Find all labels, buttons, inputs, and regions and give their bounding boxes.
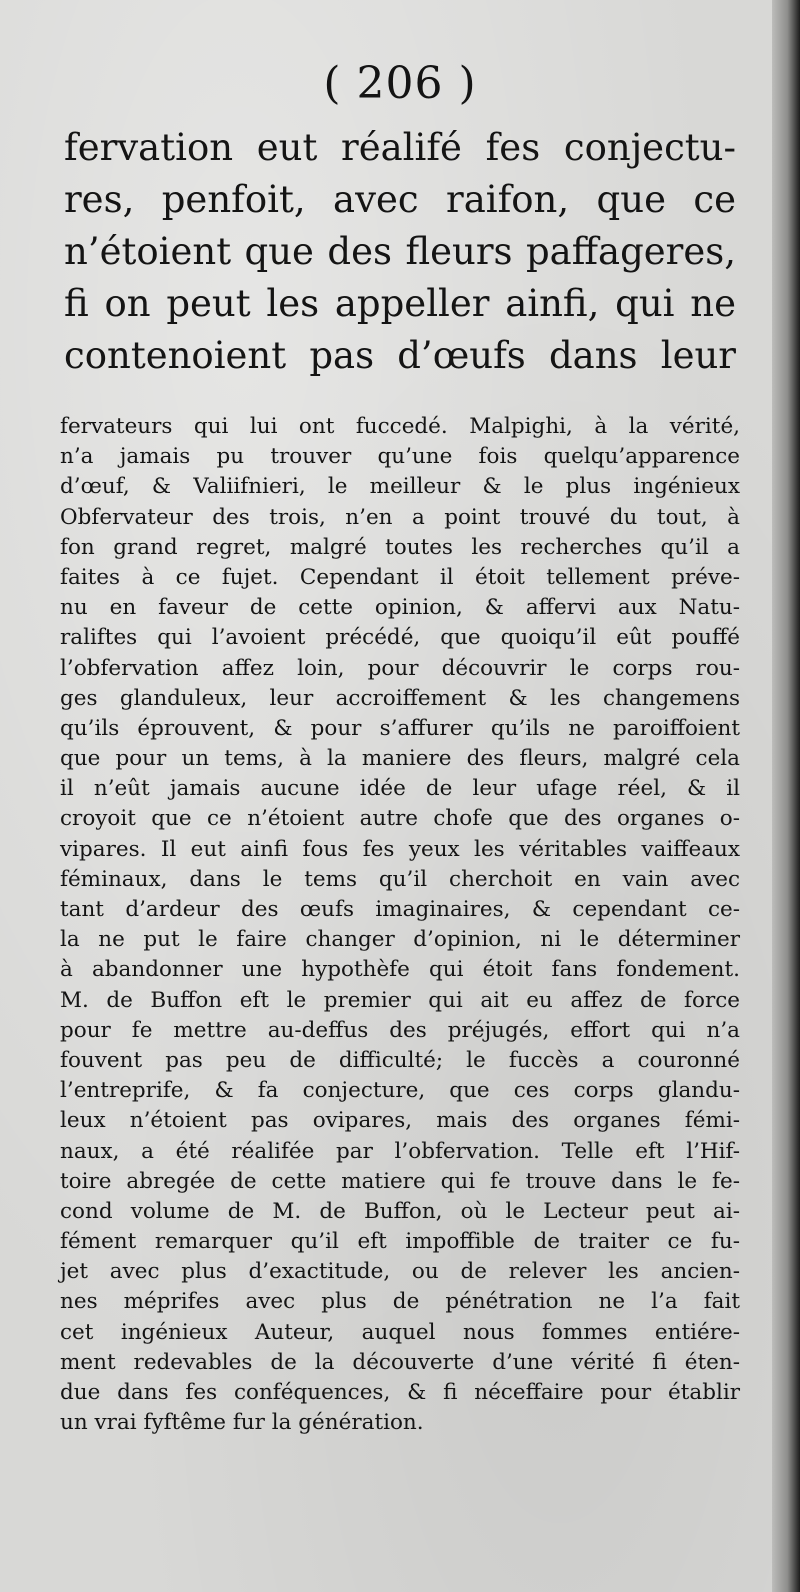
body-line: à abandonner une hypothèfe qui étoit fans fondement. <box>60 957 740 983</box>
body-line: M. de Buffon eft le premier qui ait eu affez de force <box>60 987 740 1013</box>
body-line: l’obfervation affez loin, pour découvrir le corps rou- <box>60 655 740 681</box>
lead-line: n’étoient que des fleurs paffageres, <box>64 230 736 273</box>
body-line: pour fe mettre au-deffus des préjugés, effort qui n’a <box>60 1017 740 1043</box>
body-line: leux n’étoient pas ovipares, mais des organes fémi- <box>60 1108 740 1134</box>
body-line: la ne put le faire changer d’opinion, ni le déterminer <box>60 927 740 953</box>
body-line: croyoit que ce n’étoient autre chofe que des organes o- <box>60 806 740 832</box>
body-line: nes méprifes avec plus de pénétration ne l’a fait <box>60 1289 740 1315</box>
lead-line: res, penfoit, avec raifon, que ce <box>64 178 736 221</box>
body-line: nu en faveur de cette opinion, & affervi aux Natu- <box>60 595 740 621</box>
body-line: fervateurs qui lui ont fuccedé. Malpighi, à la vérité, <box>60 414 740 439</box>
lead-line: fi on peut les appeller ainfi, qui ne <box>64 282 736 325</box>
body-line: cet ingénieux Auteur, auquel nous fommes entiére- <box>60 1319 740 1345</box>
lead-paragraph <box>64 122 736 382</box>
body-line: cond volume de M. de Buffon, où le Lecteur peut ai- <box>60 1198 740 1224</box>
body-line: fon grand regret, malgré toutes les recherches qu’il a <box>60 534 740 560</box>
body-line: raliftes qui l’avoient précédé, que quoiqu’il eût pouffé <box>60 625 740 651</box>
body-line: fément remarquer qu’il eft impoffible de traiter ce fu- <box>60 1229 740 1255</box>
lead-line: fervation eut réalifé fes conjectu- <box>64 126 736 169</box>
body-line: tant d’ardeur des œufs imaginaires, & cependant ce- <box>60 897 740 922</box>
body-line: fouvent pas peu de difficulté; le fuccès a couronné <box>60 1047 740 1073</box>
body-line: faites à ce fujet. Cependant il étoit tellement préve- <box>60 564 740 590</box>
body-line: féminaux, dans le tems qu’il cherchoit en vain avec <box>60 866 740 892</box>
body-line: d’œuf, & Valiifnieri, le meilleur & le plus ingénieux <box>60 474 740 500</box>
body-line: Obfervateur des trois, n’en a point trouvé du tout, à <box>60 504 740 530</box>
body-line: jet avec plus d’exactitude, ou de relever les ancien- <box>60 1259 740 1285</box>
body-paragraph <box>60 412 740 1438</box>
body-line: ges glanduleux, leur accroiffement & les changemens <box>60 685 740 711</box>
body-line: qu’ils éprouvent, & pour s’affurer qu’ils ne paroiffoient <box>60 715 740 741</box>
body-line: naux, a été réalifée par l’obfervation. Telle eft l’Hif- <box>60 1138 740 1164</box>
body-line: due dans fes conféquences, & fi néceffaire pour établir <box>60 1380 740 1405</box>
body-line: vipares. Il eut ainfi fous fes yeux les véritables vaiffeaux <box>60 836 740 862</box>
body-line: toire abregée de cette matiere qui fe trouve dans le fe- <box>60 1168 740 1194</box>
page-number: ( 206 ) <box>323 58 477 109</box>
body-line: ment redevables de la découverte d’une vérité fi éten- <box>60 1349 740 1375</box>
body-line: l’entreprife, & fa conjecture, que ces corps glandu- <box>60 1078 740 1104</box>
page-binding-edge <box>772 0 800 1592</box>
body-line: un vrai fyftême fur la génération. <box>60 1410 424 1436</box>
body-line: il n’eût jamais aucune idée de leur ufage réel, & il <box>60 776 740 802</box>
body-line: n’a jamais pu trouver qu’une fois quelqu’apparence <box>60 444 740 470</box>
body-line: que pour un tems, à la maniere des fleurs, malgré cela <box>60 746 740 772</box>
lead-line: contenoient pas d’œufs dans leur <box>64 334 736 377</box>
